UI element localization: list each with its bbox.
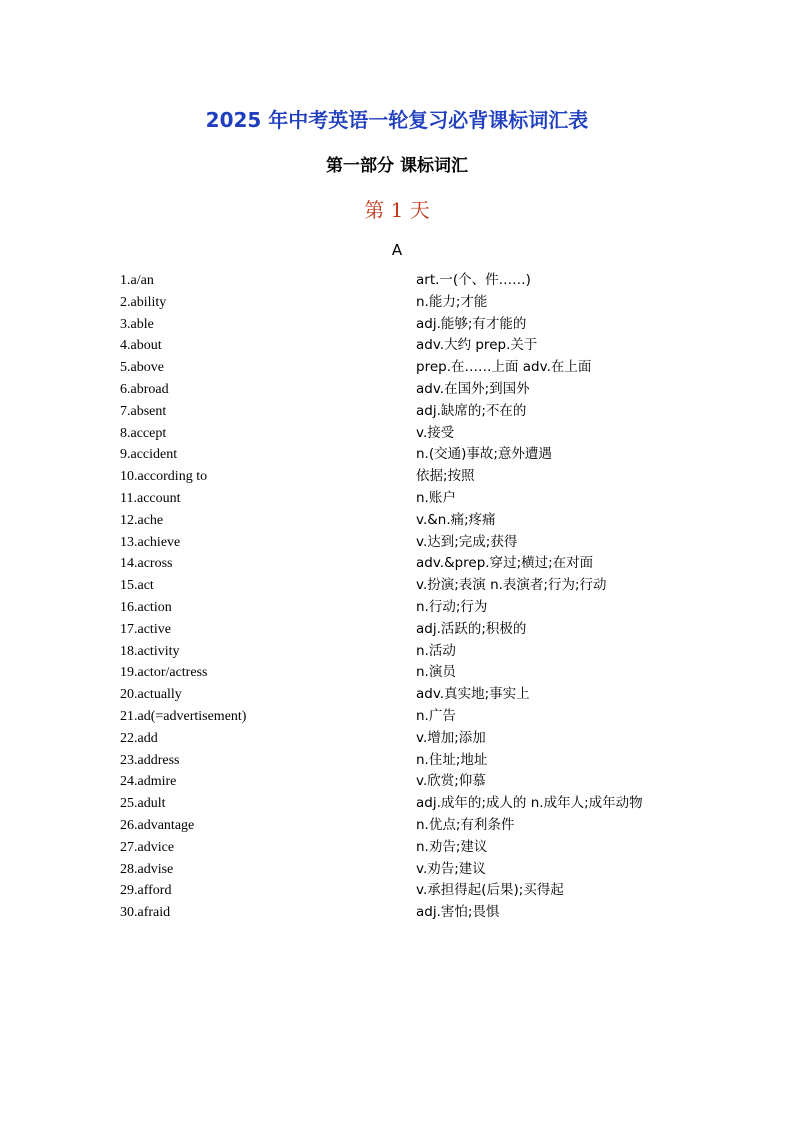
vocab-meaning: v.&n.痛;疼痛 [416, 511, 496, 528]
vocab-entry [0, 575, 794, 597]
vocab-word: 8.accept [120, 425, 167, 441]
vocab-word: 25.adult [120, 796, 166, 812]
vocab-meaning: adj.能够;有才能的 [416, 315, 527, 332]
vocab-meaning: n.优点;有利条件 [416, 816, 515, 833]
vocab-meaning: adv.&prep.穿过;横过;在对面 [416, 555, 594, 572]
vocab-entry [0, 532, 794, 554]
vocab-meaning: n.账户 [416, 489, 456, 506]
vocab-word: 19.actor/actress [120, 665, 208, 681]
vocab-entry [0, 859, 794, 881]
vocab-word: 10.according to [120, 469, 208, 485]
vocab-word: 24.admire [120, 774, 177, 790]
vocab-entry [0, 815, 794, 837]
vocab-entry [0, 597, 794, 619]
vocab-entry [0, 793, 794, 815]
vocab-meaning: n.能力;才能 [416, 293, 488, 310]
vocab-meaning: n.广告 [416, 707, 456, 724]
vocab-word: 13.achieve [120, 534, 181, 550]
vocab-entry [0, 466, 794, 488]
vocab-word: 28.advise [120, 861, 174, 877]
vocab-entry [0, 444, 794, 466]
day-heading: 第 1 天 [364, 198, 430, 222]
vocab-meaning: n.(交通)事故;意外遭遇 [416, 446, 552, 463]
vocab-word: 9.accident [120, 447, 178, 463]
vocab-word: 30.afraid [120, 905, 171, 921]
vocab-word: 15.act [120, 578, 154, 594]
vocab-word: 29.afford [120, 883, 172, 899]
vocab-meaning: v.达到;完成;获得 [416, 533, 518, 550]
vocab-entry [0, 292, 794, 314]
vocab-entry [0, 728, 794, 750]
vocab-entry [0, 837, 794, 859]
vocab-meaning: adj.活跃的;积极的 [416, 620, 527, 637]
vocab-entry [0, 706, 794, 728]
vocab-word: 23.address [120, 752, 180, 768]
vocab-meaning: v.劝告;建议 [416, 860, 486, 877]
vocab-word: 27.advice [120, 839, 175, 855]
vocab-entry [0, 750, 794, 772]
vocabulary-list [0, 270, 794, 924]
vocab-meaning: art.一(个、件……) [416, 272, 531, 288]
vocab-entry [0, 771, 794, 793]
vocab-meaning: adv.真实地;事实上 [416, 686, 530, 703]
vocab-meaning: adj.缺席的;不在的 [416, 402, 527, 419]
vocab-meaning: adv.大约 prep.关于 [416, 337, 538, 354]
vocab-entry [0, 314, 794, 336]
vocab-entry [0, 684, 794, 706]
vocab-entry [0, 662, 794, 684]
vocab-meaning: v.接受 [416, 424, 455, 441]
vocab-meaning: 依据;按照 [416, 468, 475, 485]
vocab-word: 21.ad(=advertisement) [120, 708, 247, 724]
vocab-meaning: n.住址;地址 [416, 751, 488, 768]
vocab-word: 6.abroad [120, 381, 169, 397]
part-subtitle: 第一部分 课标词汇 [326, 156, 468, 176]
vocab-word: 1.a/an [120, 273, 154, 288]
vocab-word: 26.advantage [120, 817, 195, 833]
vocab-meaning: prep.在……上面 adv.在上面 [416, 359, 592, 376]
vocab-word: 5.above [120, 360, 164, 376]
document-title: 2025 年中考英语一轮复习必背课标词汇表 [205, 108, 589, 132]
vocab-entry [0, 641, 794, 663]
vocab-meaning: n.劝告;建议 [416, 838, 488, 855]
vocab-word: 16.action [120, 599, 172, 615]
vocab-meaning: n.演员 [416, 664, 456, 681]
vocab-meaning: v.扮演;表演 n.表演者;行为;行动 [416, 577, 607, 594]
vocab-entry [0, 553, 794, 575]
vocab-word: 7.absent [120, 403, 167, 419]
vocab-entry [0, 510, 794, 532]
vocab-entry [0, 357, 794, 379]
vocab-word: 14.across [120, 556, 173, 572]
vocab-meaning: adj.害怕;畏惧 [416, 904, 500, 921]
vocab-meaning: adj.成年的;成人的 n.成年人;成年动物 [416, 795, 643, 812]
vocab-word: 4.about [120, 338, 162, 354]
vocab-word: 20.actually [120, 687, 182, 703]
vocab-entry [0, 488, 794, 510]
section-letter: A [391, 241, 403, 259]
vocab-word: 22.add [120, 730, 158, 746]
vocab-entry [0, 619, 794, 641]
vocab-meaning: n.活动 [416, 642, 456, 659]
vocab-meaning: adv.在国外;到国外 [416, 380, 530, 397]
vocab-word: 18.activity [120, 643, 180, 659]
vocab-entry [0, 880, 794, 902]
vocab-entry [0, 270, 794, 292]
vocab-entry [0, 902, 794, 924]
vocab-meaning: v.欣赏;仰慕 [416, 773, 486, 790]
vocab-entry [0, 401, 794, 423]
vocab-meaning: v.增加;添加 [416, 729, 486, 746]
vocab-meaning: n.行动;行为 [416, 598, 488, 615]
vocab-entry [0, 379, 794, 401]
vocab-word: 3.able [120, 316, 154, 332]
vocab-word: 17.active [120, 621, 171, 637]
vocab-entry [0, 423, 794, 445]
vocab-meaning: v.承担得起(后果);买得起 [416, 882, 564, 899]
vocab-entry [0, 335, 794, 357]
vocab-word: 12.ache [120, 512, 164, 528]
vocab-word: 2.ability [120, 294, 167, 310]
vocab-word: 11.account [120, 490, 181, 506]
